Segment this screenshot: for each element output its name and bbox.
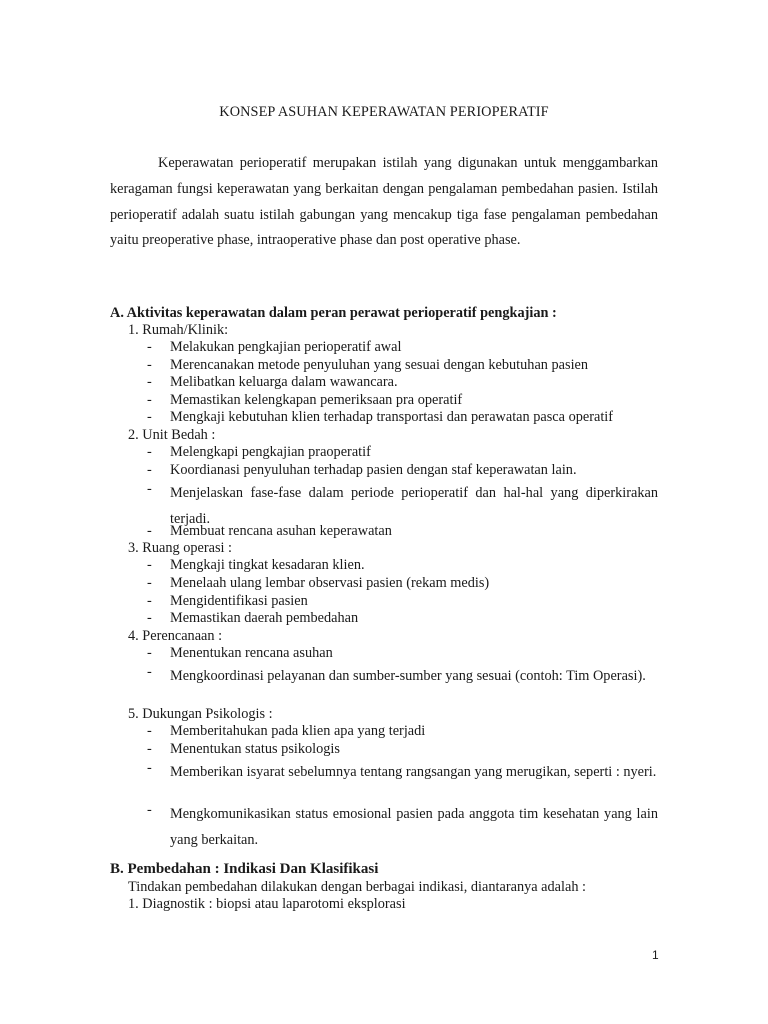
page-number: 1	[652, 948, 659, 962]
list-item: 1. Diagnostik : biopsi atau laparotomi eksplorasi	[128, 896, 406, 912]
list-item-wrapped: Mengkomunikasikan status emosional pasien pada anggota tim kesehatan yang lain yang berkaitan.	[170, 806, 658, 848]
list-item: Mengidentifikasi pasien	[170, 593, 308, 609]
list-item-wrapped: Menjelaskan fase-fase dalam periode perioperatif dan hal-hal yang diperkirakan terjadi.	[170, 485, 658, 527]
dash-bullet: -	[147, 444, 152, 460]
list-item: Memberitahukan pada klien apa yang terjadi	[170, 723, 426, 739]
list-item: Mengkaji tingkat kesadaran klien.	[170, 557, 365, 573]
dash-bullet: -	[147, 723, 152, 739]
list-item: Merencanakan metode penyuluhan yang sesuai dengan kebutuhan pasien	[170, 357, 589, 373]
group-label: 5. Dukungan Psikologis :	[128, 706, 273, 722]
list-item: Melibatkan keluarga dalam wawancara.	[170, 374, 398, 390]
dash-bullet: -	[147, 645, 152, 661]
list-item: Menentukan status psikologis	[170, 741, 340, 757]
list-item-wrapped: Memberikan isyarat sebelumnya tentang rangsangan yang merugikan, seperti : nyeri.	[170, 764, 657, 780]
dash-bullet: -	[147, 557, 152, 573]
group-label: 2. Unit Bedah :	[128, 427, 216, 443]
dash-bullet: -	[147, 409, 152, 425]
intro-paragraph: Keperawatan perioperatif merupakan istilah yang digunakan untuk menggambarkan keragaman fungsi keperawatan yang berkaitan dengan pengalaman pembedahan pasien. Istilah perioperatif adalah suatu istilah gabungan yang mencakup tiga fase pengalaman pembedahan yaitu preoperative phase, intraoperative phase dan post operative phase.	[110, 155, 658, 249]
dash-bullet: -	[147, 481, 152, 497]
dash-bullet: -	[147, 575, 152, 591]
group-label: 1. Rumah/Klinik:	[128, 322, 229, 338]
section-a-heading: A. Aktivitas keperawatan dalam peran perawat perioperatif pengkajian :	[110, 305, 557, 321]
list-item: Melakukan pengkajian perioperatif awal	[170, 339, 402, 355]
list-item: Memastikan kelengkapan pemeriksaan pra operatif	[170, 392, 463, 408]
dash-bullet: -	[147, 610, 152, 626]
dash-bullet: -	[147, 523, 152, 539]
group-label: 3. Ruang operasi :	[128, 540, 233, 556]
list-item: Koordianasi penyuluhan terhadap pasien dengan staf keperawatan lain.	[170, 462, 577, 478]
list-item: Melengkapi pengkajian praoperatif	[170, 444, 371, 460]
dash-bullet: -	[147, 462, 152, 478]
dash-bullet: -	[147, 741, 152, 757]
section-b-heading: B. Pembedahan : Indikasi Dan Klasifikasi	[110, 861, 379, 877]
dash-bullet: -	[147, 802, 152, 818]
dash-bullet: -	[147, 392, 152, 408]
section-b-intro: Tindakan pembedahan dilakukan dengan berbagai indikasi, diantaranya adalah :	[128, 879, 587, 895]
document-title: KONSEP ASUHAN KEPERAWATAN PERIOPERATIF	[219, 104, 549, 120]
list-item: Memastikan daerah pembedahan	[170, 610, 359, 626]
list-item: Membuat rencana asuhan keperawatan	[170, 523, 392, 539]
list-item: Mengkaji kebutuhan klien terhadap transportasi dan perawatan pasca operatif	[170, 409, 614, 425]
dash-bullet: -	[147, 760, 152, 776]
dash-bullet: -	[147, 357, 152, 373]
list-item: Menentukan rencana asuhan	[170, 645, 333, 661]
dash-bullet: -	[147, 593, 152, 609]
dash-bullet: -	[147, 339, 152, 355]
list-item: Menelaah ulang lembar observasi pasien (rekam medis)	[170, 575, 490, 591]
dash-bullet: -	[147, 374, 152, 390]
group-label: 4. Perencanaan :	[128, 628, 223, 644]
dash-bullet: -	[147, 664, 152, 680]
list-item-wrapped: Mengkoordinasi pelayanan dan sumber-sumber yang sesuai (contoh: Tim Operasi).	[170, 668, 646, 684]
